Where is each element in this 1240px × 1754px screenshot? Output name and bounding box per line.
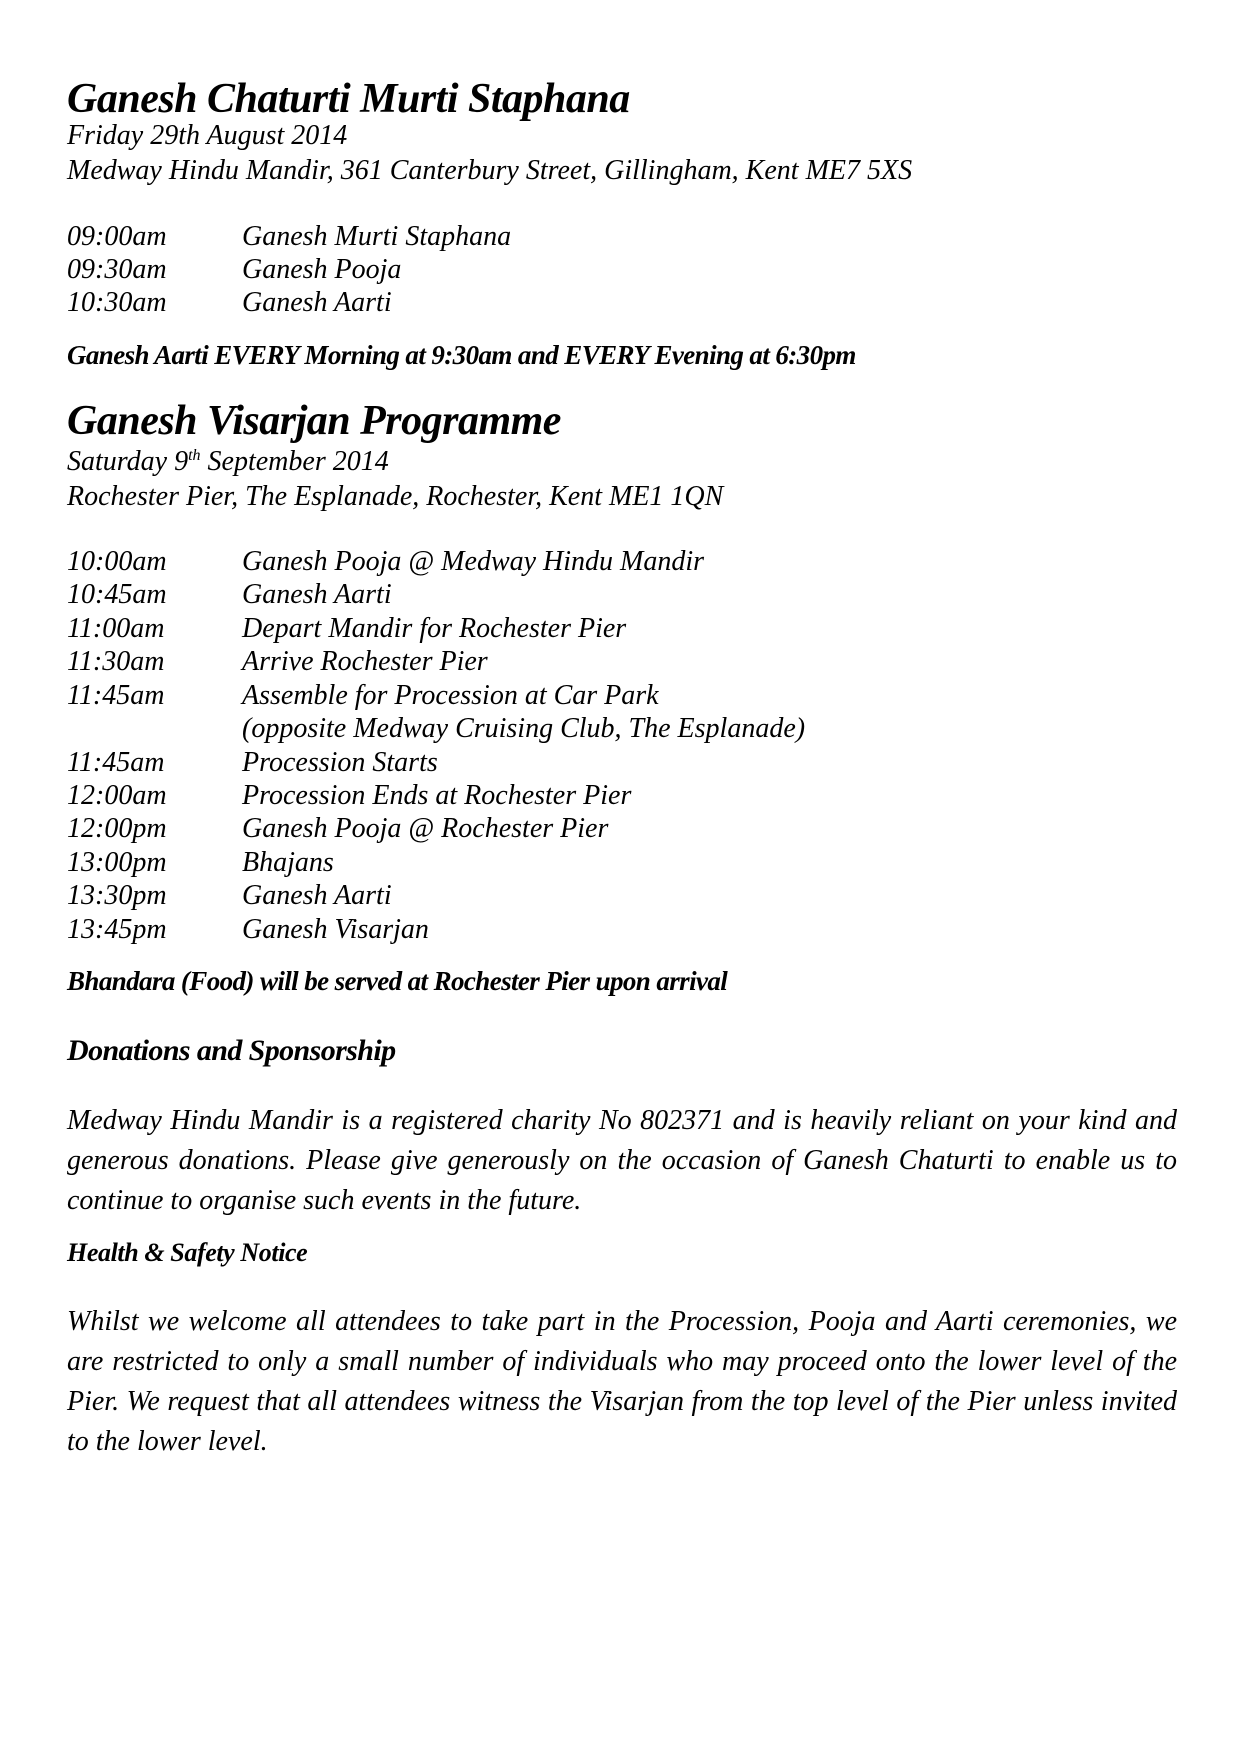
schedule-event: Ganesh Aarti [242, 880, 392, 911]
schedule-event: Ganesh Aarti [242, 287, 392, 318]
section1-note: Ganesh Aarti EVERY Morning at 9:30am and EVERY Evening at 6:30pm [67, 340, 856, 370]
schedule-event: Procession Starts [242, 747, 438, 778]
section2-note: Bhandara (Food) will be served at Rochester Pier upon arrival [67, 966, 728, 996]
schedule-row [67, 256, 401, 284]
section2-venue: Rochester Pier, The Esplanade, Rochester, Kent ME1 1QN [67, 481, 724, 512]
schedule-time: 12:00pm [67, 813, 167, 844]
schedule-time: 09:30am [67, 254, 167, 285]
schedule-row [67, 782, 631, 810]
schedule-row [67, 615, 626, 643]
schedule-event: Assemble for Procession at Car Park [242, 680, 659, 711]
schedule-event: Bhajans [242, 847, 334, 878]
section2-title: Ganesh Visarjan Programme [67, 398, 561, 444]
schedule-row [67, 648, 488, 676]
safety-text: Whilst we welcome all attendees to take part in the Procession, Pooja and Aarti ceremonies, we are restricted to only a small number of individuals who may proceed onto the lower level of the Pier. We request that all attendees witness the Visarjan from the top level of the Pier unless invited to the lower level. [67, 1306, 1177, 1457]
schedule-event: Ganesh Pooja @ Rochester Pier [242, 813, 609, 844]
schedule-row [67, 849, 334, 877]
schedule-row [67, 882, 392, 910]
schedule-event: Procession Ends at Rochester Pier [242, 780, 632, 811]
donations-text: Medway Hindu Mandir is a registered charity No 802371 and is heavily reliant on your kind and generous donations. Please give generously on the occasion of Ganesh Chaturti to enable us to continue to organise such events in the future. [67, 1105, 1177, 1216]
schedule-row [67, 749, 438, 777]
section2-date [67, 448, 389, 476]
schedule-row [67, 916, 429, 944]
safety-heading: Health & Safety Notice [67, 1238, 308, 1267]
schedule-time: 10:45am [67, 579, 167, 610]
schedule-row [67, 223, 511, 251]
schedule-time: 13:45pm [67, 914, 167, 945]
date-rest: September 2014 [200, 446, 389, 477]
schedule-row [67, 548, 704, 576]
schedule-row [67, 715, 805, 743]
schedule-time: 13:00pm [67, 847, 167, 878]
date-day: Saturday 9 [67, 446, 189, 477]
date-suffix: th [188, 447, 201, 464]
schedule-event: Ganesh Pooja [242, 254, 402, 285]
schedule-time: 12:00am [67, 780, 167, 811]
schedule-event: Depart Mandir for Rochester Pier [242, 613, 627, 644]
section1-date: Friday 29th August 2014 [67, 120, 348, 151]
schedule-row [67, 581, 392, 609]
schedule-time: 13:30pm [67, 880, 167, 911]
schedule-event: Ganesh Murti Staphana [242, 221, 512, 252]
schedule-time: 11:45am [67, 680, 165, 711]
schedule-event: (opposite Medway Cruising Club, The Esplanade) [242, 713, 806, 744]
schedule-time: 10:30am [67, 287, 167, 318]
schedule-row [67, 289, 392, 317]
schedule-event: Arrive Rochester Pier [242, 646, 488, 677]
schedule-time: 09:00am [67, 221, 167, 252]
section1-title: Ganesh Chaturti Murti Staphana [67, 76, 630, 122]
schedule-time: 10:00am [67, 546, 167, 577]
schedule-event: Ganesh Visarjan [242, 914, 429, 945]
schedule-event: Ganesh Aarti [242, 579, 392, 610]
schedule-row [67, 682, 659, 710]
schedule-time: 11:00am [67, 613, 165, 644]
section1-venue: Medway Hindu Mandir, 361 Canterbury Street, Gillingham, Kent ME7 5XS [67, 155, 913, 186]
schedule-time: 11:45am [67, 747, 165, 778]
donations-heading: Donations and Sponsorship [67, 1034, 396, 1067]
schedule-time: 11:30am [67, 646, 165, 677]
schedule-event: Ganesh Pooja @ Medway Hindu Mandir [242, 546, 705, 577]
schedule-row [67, 815, 608, 843]
